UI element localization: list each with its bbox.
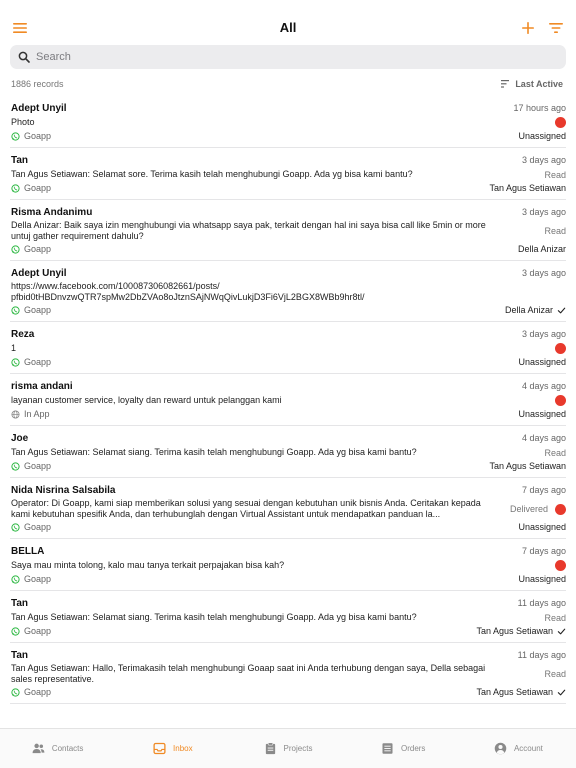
assignee-name: Tan Agus Setiawan (489, 183, 566, 193)
channel-label: Goapp (24, 357, 52, 367)
sort-icon (501, 79, 511, 89)
channel-label: Goapp (24, 522, 52, 532)
channel-label: Goapp (24, 626, 52, 636)
whatsapp-icon (11, 358, 20, 367)
assignee-name: Unassigned (518, 357, 566, 367)
tab-label: Inbox (173, 744, 193, 753)
status-label: Read (544, 447, 566, 458)
assignee (518, 574, 566, 584)
unread-dot-icon (555, 560, 566, 571)
status-label: Read (544, 669, 566, 679)
message-status (544, 170, 566, 180)
assignee-name: Della Anizar (504, 305, 553, 315)
message-preview: Tan Agus Setiawan: Selamat siang. Terima kasih telah menghubungi Goapp. Ada yg bisa kami bantu? (11, 612, 417, 622)
search-input[interactable] (36, 51, 536, 63)
channel (11, 522, 51, 532)
last-active-time: 3 days ago (521, 207, 566, 217)
list-meta (11, 79, 563, 91)
conversation-row[interactable] (10, 591, 566, 643)
assignee-name: Unassigned (518, 522, 566, 532)
page-title: All (279, 20, 297, 35)
check-icon (557, 688, 566, 697)
tab-account[interactable] (461, 729, 576, 768)
message-status (555, 395, 566, 406)
channel (11, 687, 51, 697)
account-icon (494, 742, 507, 755)
message-preview: https://www.facebook.com/100087306082661/posts/ pfbid0tHBDnvzwQTR7spMw2DbZVAo8oJtznSAjNWqQivLukjD3Fi6VjL2BGX8WBb9hr8tl/ (11, 281, 365, 302)
last-active-time: 4 days ago (521, 433, 566, 443)
assignee-name: Unassigned (518, 409, 566, 419)
whatsapp-icon (11, 132, 20, 141)
conversation-row[interactable] (10, 200, 566, 261)
last-active-time: 7 days ago (521, 546, 566, 556)
last-active-time: 3 days ago (521, 329, 566, 339)
unread-dot-icon (555, 504, 566, 515)
channel-label: Goapp (24, 461, 52, 471)
channel (11, 461, 51, 471)
message-preview: Della Anizar: Baik saya izin menghubungi via whatsapp saya pak, terkait dengan hal ini saya bisa call like 5min or more untuj gather requirement dahulu? (11, 220, 486, 241)
last-active-time: 4 days ago (521, 381, 566, 391)
message-preview: 1 (11, 343, 17, 353)
whatsapp-icon (11, 306, 20, 315)
status-label: Delivered (509, 504, 548, 514)
contact-name: risma andani (11, 380, 73, 392)
contact-name: Joe (11, 432, 29, 444)
tab-contacts[interactable] (0, 729, 115, 768)
tab-label: Account (513, 744, 543, 753)
contact-name: Tan (11, 649, 29, 661)
channel (11, 183, 51, 193)
tab-bar (0, 728, 576, 768)
unread-dot-icon (555, 395, 566, 406)
status-label: Read (544, 226, 566, 236)
channel (11, 357, 51, 367)
contact-name: Reza (11, 328, 35, 340)
assignee-name: Della Anizar (517, 244, 566, 254)
contacts-icon (32, 742, 45, 755)
search-bar[interactable] (10, 45, 566, 69)
assignee-name: Unassigned (518, 574, 566, 584)
conversation-row[interactable] (10, 148, 566, 200)
channel (11, 574, 51, 584)
tab-label: Contacts (51, 744, 84, 753)
contact-name: Risma Andanimu (11, 206, 93, 218)
channel-label: In App (24, 409, 50, 419)
last-active-time: 7 days ago (521, 485, 566, 495)
conversation-row[interactable] (10, 539, 566, 591)
check-icon (557, 306, 566, 315)
tab-inbox[interactable] (115, 729, 230, 768)
message-status (544, 613, 566, 623)
channel-label: Goapp (24, 305, 52, 315)
assignee-name: Tan Agus Setiawan (489, 461, 566, 471)
message-preview: Tan Agus Setiawan: Hallo, Terimakasih telah menghubungi Goaap saat ini Anda terhubung dengan saya, Della sebagai sales representative. (11, 663, 486, 684)
whatsapp-icon (11, 523, 20, 532)
assignee (518, 131, 566, 141)
conversation-row[interactable] (10, 426, 566, 478)
message-preview: Tan Agus Setiawan: Selamat sore. Terima kasih telah menghubungi Goapp. Ada yg bisa kami bantu? (11, 169, 413, 179)
orders-icon (381, 742, 394, 755)
whatsapp-icon (11, 462, 20, 471)
assignee (518, 409, 566, 419)
last-active-time: 11 days ago (517, 650, 566, 660)
contact-name: Tan (11, 154, 29, 166)
assignee-name: Tan Agus Setiawan (476, 687, 553, 697)
sort-label: Last Active (515, 79, 563, 89)
assignee (518, 522, 566, 532)
message-preview: Saya mau minta tolong, kalo mau tanya terkait perpajakan bisa kah? (11, 560, 285, 570)
channel (11, 626, 51, 636)
channel-label: Goapp (24, 574, 52, 584)
contact-name: Adept Unyil (11, 267, 67, 279)
message-preview: Operator: Di Goapp, kami siap memberikan solusi yang sesuai dengan kebutuhan unik bisnis Anda. Ceritakan kepada kami kebutuhan spesifik Anda, dan terhubunglah dengan Virtual Assistant untuk mendapatkan panduan la... (11, 498, 481, 519)
contact-name: Tan (11, 597, 29, 609)
whatsapp-icon (11, 575, 20, 584)
assignee (505, 305, 566, 315)
conversation-row[interactable] (10, 322, 566, 374)
conversation-row[interactable] (10, 374, 566, 426)
check-icon (557, 627, 566, 636)
assignee-name: Tan Agus Setiawan (476, 626, 553, 636)
top-bar (0, 0, 576, 44)
unread-dot-icon (555, 343, 566, 354)
channel (11, 409, 50, 419)
search-icon (18, 51, 30, 63)
message-status (555, 117, 566, 128)
last-active-time: 3 days ago (521, 268, 566, 278)
sort-button[interactable] (501, 79, 563, 89)
tab-label: Projects (283, 744, 313, 753)
conversation-row[interactable] (10, 643, 566, 704)
whatsapp-icon (11, 184, 20, 193)
channel (11, 131, 51, 141)
channel-label: Goapp (24, 687, 52, 697)
status-label: Read (544, 612, 566, 623)
channel-label: Goapp (24, 131, 52, 141)
message-status (555, 343, 566, 354)
message-preview: Photo (11, 117, 35, 127)
whatsapp-icon (11, 627, 20, 636)
whatsapp-icon (11, 245, 20, 254)
tab-projects[interactable] (230, 729, 345, 768)
last-active-time: 11 days ago (517, 598, 566, 608)
assignee (518, 244, 566, 254)
channel-label: Goapp (24, 183, 52, 193)
message-status (555, 560, 566, 571)
conversation-row[interactable] (10, 261, 566, 322)
contact-name: Nida Nisrina Salsabila (11, 484, 116, 496)
conversation-row[interactable] (10, 478, 566, 539)
assignee (489, 461, 566, 471)
message-status (544, 448, 566, 458)
projects-icon (264, 742, 277, 755)
assignee (476, 626, 566, 636)
message-status (544, 669, 566, 679)
message-status (544, 226, 566, 236)
assignee (476, 687, 566, 697)
assignee-name: Unassigned (518, 131, 566, 141)
assignee (489, 183, 566, 193)
channel (11, 305, 51, 315)
conversation-list[interactable] (0, 96, 576, 728)
unread-dot-icon (555, 117, 566, 128)
last-active-time: 3 days ago (521, 155, 566, 165)
message-preview: Tan Agus Setiawan: Selamat siang. Terima kasih telah menghubungi Goapp. Ada yg bisa kami bantu? (11, 447, 417, 457)
tab-label: Orders (400, 744, 426, 753)
add-icon[interactable] (520, 20, 536, 36)
conversation-row[interactable] (10, 96, 566, 148)
globe-icon (11, 410, 20, 419)
channel (11, 244, 51, 254)
contact-name: BELLA (11, 545, 45, 557)
whatsapp-icon (11, 688, 20, 697)
last-active-time: 17 hours ago (513, 103, 566, 113)
contact-name: Adept Unyil (11, 102, 67, 114)
channel-label: Goapp (24, 244, 52, 254)
inbox-icon (153, 742, 166, 755)
filter-icon[interactable] (548, 20, 564, 36)
message-preview: layanan customer service, loyalty dan reward untuk pelanggan kami (11, 395, 282, 405)
assignee (518, 357, 566, 367)
record-count: 1886 records (11, 79, 64, 89)
status-label: Read (544, 169, 566, 180)
message-status (510, 504, 566, 515)
tab-orders[interactable] (346, 729, 461, 768)
